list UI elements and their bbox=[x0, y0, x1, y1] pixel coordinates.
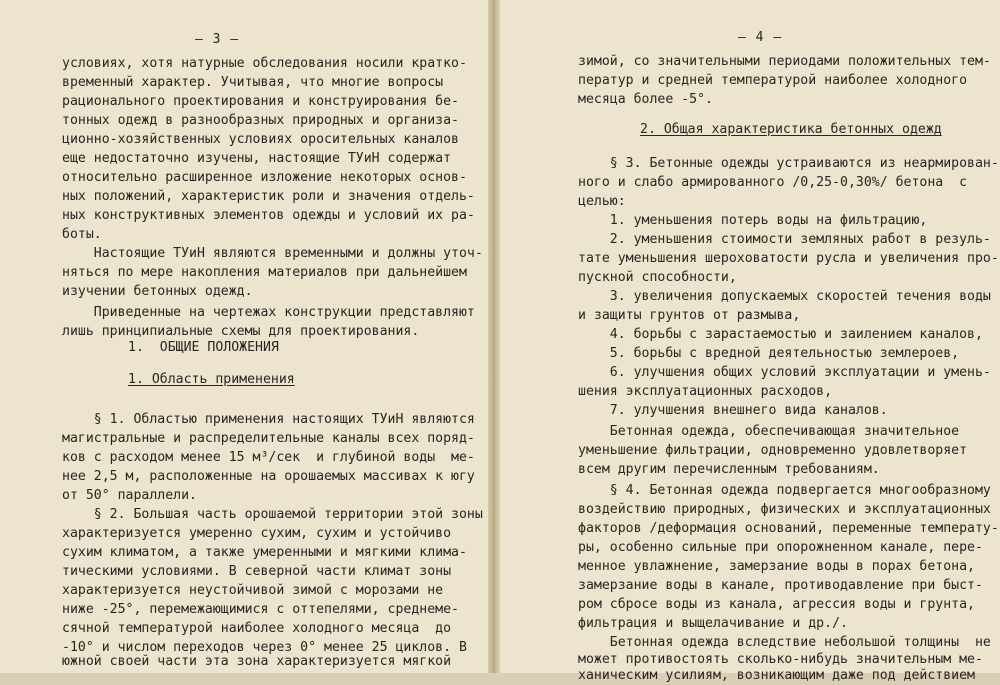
text-line: Приведенные на чертежах конструкции представляют bbox=[62, 305, 475, 320]
list-item: 6. улучшения общих условий эксплуатации и умень- bbox=[578, 365, 991, 380]
text-line: воздействию природных, физических и эксплуатационных bbox=[578, 502, 991, 517]
subsection-heading: 1. Область применения bbox=[128, 372, 295, 387]
text-line: относительно расширенное изложение некоторых основ- bbox=[62, 170, 467, 185]
text-line: ром сбросе воды из канала, агрессия воды и грунта, bbox=[578, 597, 975, 612]
text-line: характеризуется неустойчивой зимой с морозами не bbox=[62, 583, 444, 598]
text-line: Настоящие ТУиН являются временными и должны уточ- bbox=[62, 246, 483, 261]
text-line: лишь принципиальные схемы для проектирования. bbox=[62, 324, 420, 339]
text-line: может противостоять сколько-нибудь значительным ме- bbox=[578, 652, 983, 667]
left-page bbox=[0, 0, 492, 673]
text-line: § 1. Областью применения настоящих ТУиН являются bbox=[62, 412, 475, 427]
text-line: ционно-хозяйственных условиях оросительных каналов bbox=[62, 132, 459, 147]
list-item: 5. борьбы с вредной деятельностью землероев, bbox=[578, 346, 960, 361]
text-line: и защиты грунтов от размыва, bbox=[578, 308, 801, 323]
text-line: еще недостаточно изучены, настоящие ТУиН содержат bbox=[62, 151, 452, 166]
text-line: -10° и числом переходов через 0° менее 25 циклов. В bbox=[62, 640, 467, 655]
text-line: § 3. Бетонные одежды устраиваются из неармирован- bbox=[578, 156, 999, 171]
text-line: уменьшение фильтрации, одновременно удовлетворяет bbox=[578, 443, 968, 458]
text-line: тате уменьшения шероховатости русла и увеличения про- bbox=[578, 251, 999, 266]
list-item: 3. увеличения допускаемых скоростей течения воды bbox=[578, 289, 991, 304]
text-line: характеризуется умеренно сухим, сухим и устойчиво bbox=[62, 526, 452, 541]
text-line: фильтрация и выщелачивание и др./. bbox=[578, 616, 848, 631]
text-line: рационального проектирования и конструирования бе- bbox=[62, 94, 459, 109]
list-item: 7. улучшения внешнего вида каналов. bbox=[578, 403, 888, 418]
text-line: от 50° параллели. bbox=[62, 488, 197, 503]
text-line: всем другим перечисленным требованиям. bbox=[578, 462, 880, 477]
text-line: временный характер. Учитывая, что многие вопросы bbox=[62, 75, 444, 90]
text-line: условиях, хотя натурные обследования носили кратко- bbox=[62, 56, 467, 71]
text-line: менное увлажнение, замерзание воды в порах бетона, bbox=[578, 559, 975, 574]
text-line: ных конструктивных элементов одежды и условий их ра- bbox=[62, 208, 475, 223]
text-line: зимой, со значительными периодами положительных тем- bbox=[578, 54, 991, 69]
text-line: магистральные и распределительные каналы всех поряд- bbox=[62, 431, 475, 446]
text-line: целью: bbox=[578, 194, 626, 209]
text-line: факторов /деформация оснований, переменные температу- bbox=[578, 521, 999, 536]
text-line: ханическим усилиям, возникающим даже под действием bbox=[578, 668, 975, 683]
text-line: Бетонная одежда, обеспечивающая значительное bbox=[578, 424, 960, 439]
text-line: ператур и средней температурой наиболее холодного bbox=[578, 73, 968, 88]
text-line: ного и слабо армированного /0,25-0,30%/ бетона с bbox=[578, 175, 968, 190]
list-item: 2. уменьшения стоимости земляных работ в резуль- bbox=[578, 232, 991, 247]
text-line: сячной температурой наиболее холодного месяца до bbox=[62, 621, 452, 636]
text-line: замерзание воды в канале, противодавление при быст- bbox=[578, 578, 983, 593]
text-line: нее 2,5 м, расположенные на орошаемых массивах к югу bbox=[62, 469, 475, 484]
text-line: ных положений, характеристик роли и значения отдель- bbox=[62, 189, 475, 204]
list-item: 4. борьбы с зарастаемостью и заилением каналов, bbox=[578, 327, 983, 342]
text-line: пускной способности, bbox=[578, 270, 737, 285]
subsection-heading: 2. Общая характеристика бетонных одежд bbox=[640, 122, 942, 137]
text-line: ры, особенно сильные при опорожненном канале, пере- bbox=[578, 540, 983, 555]
right-page bbox=[500, 0, 1000, 683]
text-line: § 4. Бетонная одежда подвергается многообразному bbox=[578, 483, 991, 498]
text-line: ниже -25°, перемежающимися с оттепелями, среднеме- bbox=[62, 602, 459, 617]
text-line: тонных одежд в разнообразных природных и организа- bbox=[62, 113, 459, 128]
list-item: 1. уменьшения потерь воды на фильтрацию, bbox=[578, 213, 928, 228]
page-number: — 4 — bbox=[738, 30, 783, 45]
text-line: няться по мере накопления материалов при дальнейшем bbox=[62, 265, 467, 280]
section-heading: 1. ОБЩИЕ ПОЛОЖЕНИЯ bbox=[128, 340, 279, 355]
text-line: Бетонная одежда вследствие небольшой толщины не bbox=[578, 635, 991, 650]
text-line: месяца более -5°. bbox=[578, 92, 713, 107]
text-line: изучении бетонных одежд. bbox=[62, 284, 253, 299]
text-line: тическими условиями. В северной части климат зоны bbox=[62, 564, 452, 579]
text-line: шения эксплуатационных расходов, bbox=[578, 384, 833, 399]
text-line: ков с расходом менее 15 м³/сек и глубиной воды ме- bbox=[62, 450, 475, 465]
text-line: § 2. Большая часть орошаемой территории этой зоны bbox=[62, 507, 483, 522]
text-line: сухим климатом, а также умеренными и мягкими клима- bbox=[62, 545, 467, 560]
text-line: южной своей части эта зона характеризуется мягкой bbox=[62, 654, 452, 669]
text-line: боты. bbox=[62, 227, 102, 242]
page-number: — 3 — bbox=[195, 32, 240, 47]
